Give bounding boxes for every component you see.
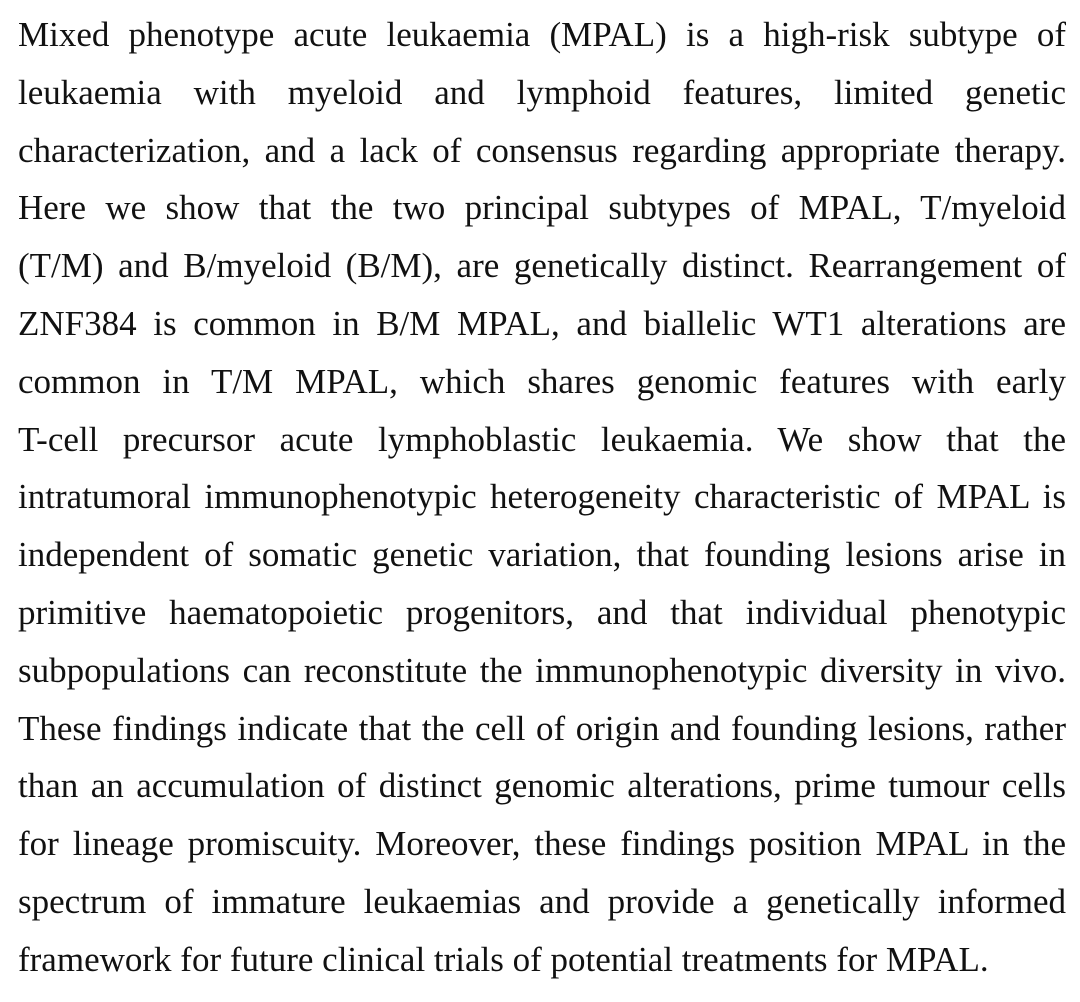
text-line: (T/M) and B/myeloid (B/M), are genetically distinct. Rearrangement of (18, 246, 1066, 286)
text-line: intratumoral immunophenotypic heterogeneity characteristic of MPAL is (18, 477, 1066, 517)
text-line: These findings indicate that the cell of origin and founding lesions, rather (18, 708, 1066, 748)
text-line: independent of somatic genetic variation, that founding lesions arise in (18, 535, 1066, 575)
text-line: primitive haematopoietic progenitors, and that individual phenotypic (18, 592, 1066, 632)
text-line: characterization, and a lack of consensus regarding appropriate therapy. (18, 130, 1066, 170)
text-line: framework for future clinical trials of potential treatments for MPAL. (18, 939, 989, 979)
text-line: leukaemia with myeloid and lymphoid features, limited genetic (18, 72, 1066, 112)
text-line: for lineage promiscuity. Moreover, these findings position MPAL in the (18, 824, 1066, 864)
text-line: spectrum of immature leukaemias and provide a genetically informed (18, 881, 1066, 921)
abstract-paragraph (18, 6, 1066, 989)
text-line: subpopulations can reconstitute the immunophenotypic diversity in vivo. (18, 650, 1066, 690)
text-line: than an accumulation of distinct genomic alterations, prime tumour cells (18, 766, 1066, 806)
text-line: T-cell precursor acute lymphoblastic leukaemia. We show that the (18, 419, 1066, 459)
text-line: Mixed phenotype acute leukaemia (MPAL) is a high-risk subtype of (18, 15, 1066, 54)
text-line: common in T/M MPAL, which shares genomic features with early (18, 361, 1066, 401)
text-line: ZNF384 is common in B/M MPAL, and biallelic WT1 alterations are (18, 303, 1066, 343)
text-line: Here we show that the two principal subtypes of MPAL, T/myeloid (18, 188, 1066, 228)
